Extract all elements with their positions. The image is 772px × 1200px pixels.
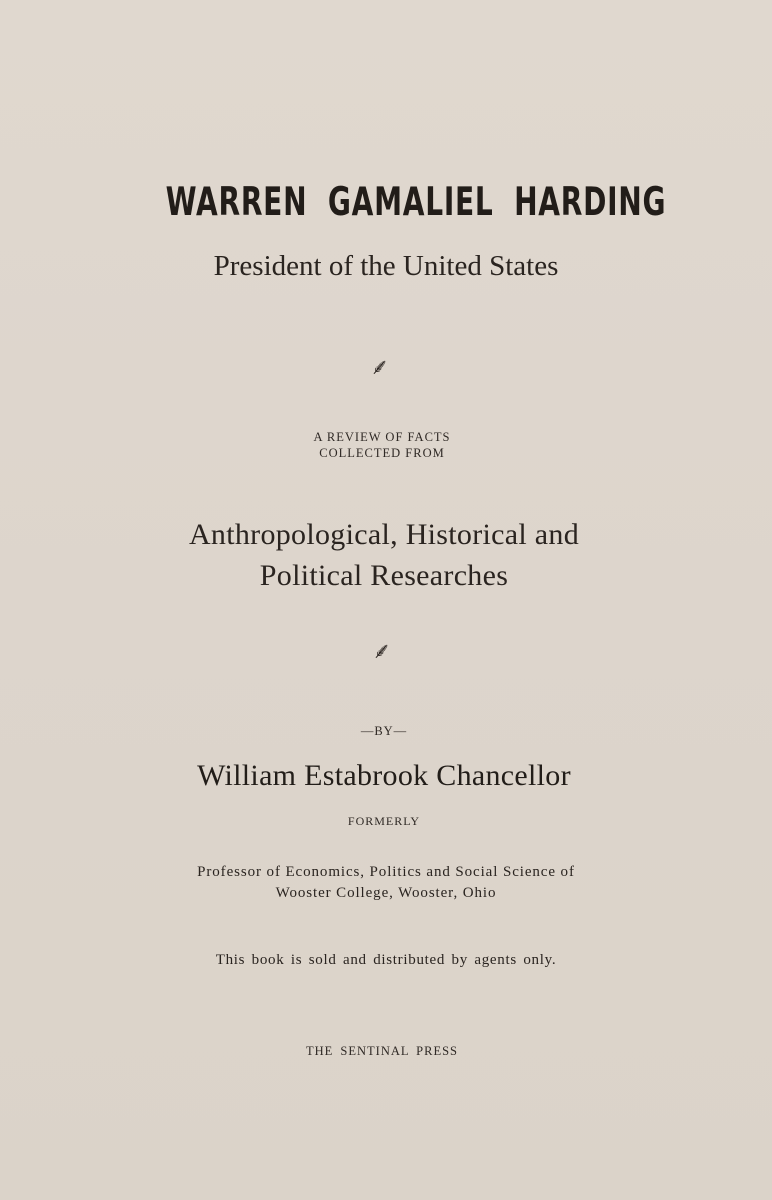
distribution-note: This book is sold and distributed by agents only. xyxy=(215,952,557,968)
research-line-1: Anthropological, Historical and xyxy=(188,518,580,551)
author-name: William Estabrook Chancellor xyxy=(197,759,571,792)
review-line-1: A REVIEW OF FACTS xyxy=(313,430,451,444)
formerly-label: FORMERLY xyxy=(347,814,421,828)
fleuron-ornament-icon: ⸙ xyxy=(371,639,389,664)
book-subtitle: President of the United States xyxy=(213,250,559,282)
by-line: —BY— xyxy=(360,724,408,738)
review-line-2: COLLECTED FROM xyxy=(319,446,445,460)
book-title: WARREN GAMALIEL HARDING xyxy=(165,180,667,225)
research-line-2: Political Researches xyxy=(259,559,509,592)
author-position-line-1: Professor of Economics, Politics and Social Science of xyxy=(197,864,575,880)
publisher-name: THE SENTINAL PRESS xyxy=(305,1044,458,1058)
author-position-line-2: Wooster College, Wooster, Ohio xyxy=(275,885,497,901)
fleuron-ornament-icon: ⸙ xyxy=(369,355,387,380)
